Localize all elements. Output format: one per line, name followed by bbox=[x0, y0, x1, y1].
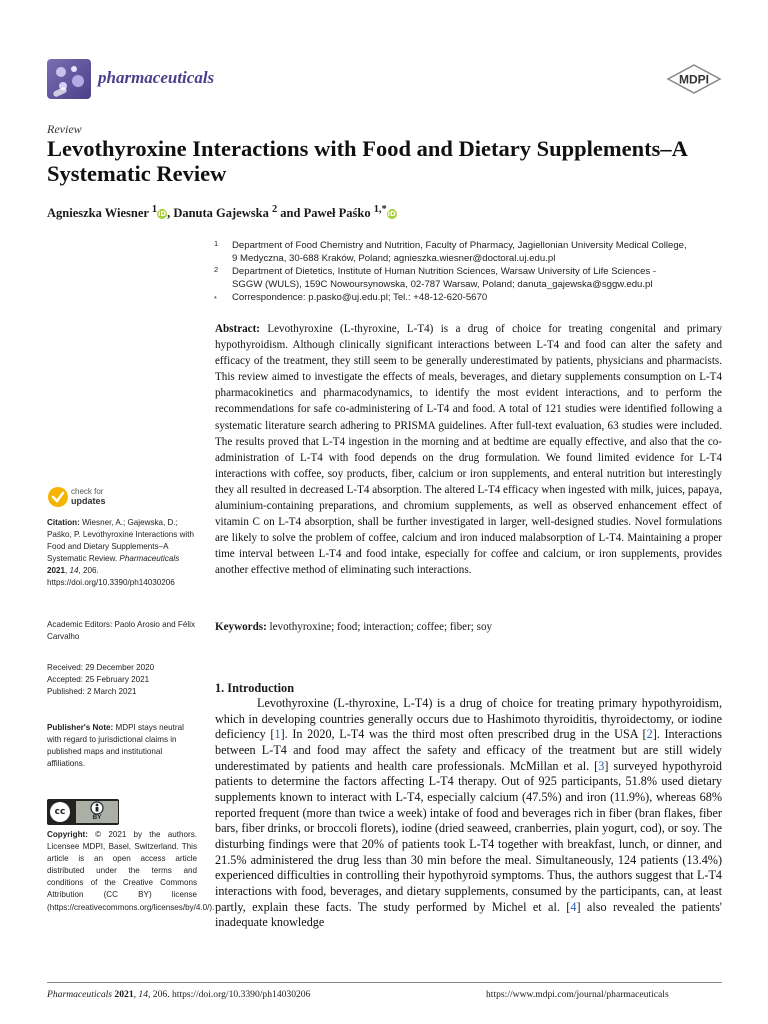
section-heading: 1. Introduction bbox=[215, 681, 295, 695]
affiliations: 1 Department of Food Chemistry and Nutrition, Faculty of Pharmacy, Jagiellonian University Medical College, 9 Medyczna, 30-688 Kraków, Poland; agnieszka.wiesner@doctoral.uj.edu.pl 2 Department of Dietetics, Institute of Human Nutrition Sciences, Warsaw University of Life Sciences - SGGW (WULS), 159C Nowoursynowska, 02-787 Warsaw, Poland; danuta_gajewska@sggw.edu.pl * Correspondence: p.pasko@uj.edu.pl; Tel.: +48-12-620-5670 bbox=[0, 240, 768, 310]
cc-icon: cc bbox=[50, 802, 70, 822]
attribution-icon bbox=[90, 801, 104, 815]
citation-link[interactable]: 2 bbox=[646, 727, 653, 742]
copyright: Copyright: © 2021 by the authors. Licensee MDPI, Basel, Switzerland. This article is an open access article distributed under the terms and conditions of the Creative Commons Attribution (CC BY) license (https://creativecommons.org/licenses/by/4.0/). bbox=[47, 830, 215, 912]
publisher-name: MDPI bbox=[679, 72, 709, 87]
article-title: Levothyroxine Interactions with Food and Dietary Supplements–A Systematic Review bbox=[47, 136, 687, 186]
orcid-icon[interactable]: iD bbox=[387, 210, 396, 219]
affiliation-1: Department of Food Chemistry and Nutrition, Faculty of Pharmacy, Jagiellonian University Medical College, 9 Medyczna, 30-688 Kraków, Poland; agnieszka.wiesner@doctoral.uj.edu.pl bbox=[232, 240, 687, 264]
footer-citation: Pharmaceuticals 2021, 14, 206. https://doi.org/10.3390/ph14030206 bbox=[47, 989, 311, 1000]
abstract-label: Abstract: bbox=[215, 323, 260, 335]
footer-journal-url[interactable]: https://www.mdpi.com/journal/pharmaceuticals bbox=[486, 989, 669, 1000]
academic-editors: Academic Editors: Paolo Arosio and Félix Carvalho bbox=[47, 620, 196, 642]
author-name: Danuta Gajewska bbox=[173, 206, 269, 221]
orcid-icon[interactable]: iD bbox=[157, 210, 167, 219]
dates: Received: 29 December 2020 Accepted: 25 February 2021 Published: 2 March 2021 bbox=[47, 663, 155, 697]
footer-divider bbox=[47, 982, 722, 983]
article-type: Review bbox=[47, 122, 82, 136]
author-name: Paweł Paśko bbox=[303, 206, 371, 221]
citation-link[interactable]: 1 bbox=[274, 727, 281, 742]
citation-link[interactable]: 4 bbox=[570, 899, 577, 914]
affiliation-2: Department of Dietetics, Institute of Human Nutrition Sciences, Warsaw University of Life Sciences - SGGW (WULS), 159C Nowoursynowska, 02-787 Warsaw, Poland; danuta_gajewska@sggw.edu.pl bbox=[232, 266, 657, 290]
check-updates-icon bbox=[47, 486, 69, 508]
citation: Citation: Wiesner, A.; Gajewska, D.; Paśko, P. Levothyroxine Interactions with Food and Dietary Supplements–A Systematic Review. Pharmaceuticals 2021, 14, 206. https://doi.org/10.3390/ph14030206 bbox=[47, 518, 194, 588]
intro-paragraph: Levothyroxine (L-thyroxine, L-T4) is a drug of choice for treating primary hypothyroidism, which in developing countries generally occurs due to Hashimoto thyroiditis, thyroidectomy, or iodine deficiency [1]. In 2020, L-T4 was the third most often prescribed drug in the USA [2]. Interactions between L-T4 and food may affect the safety and efficacy of the treatment but are still widely underestimated by patients and health care professionals. McMillan et al. [3] surveyed hypothyroid patients to determine the factors affecting L-T4 therapy. Out of 925 participants, 51.8% used dietary supplements known to interact with L-T4, especially calcium (47.5%) and iron (11.9%), whereas 68% reported frequent (more than twice a week) intake of food and beverages rich in fiber (bran flakes, fiber bars, fiber drinks, or broccoli florets), iodine (dried seaweed, cranberries, plain yogurt, cod), or soy. The disturbing findings were that 20% of patients took L-T4 together with breakfast, lunch, or dinner, and 21.5% administered the drug less than 30 min before the meal. Simultaneously, 124 patients (13.4%) experienced difficulties in controlling their hypothyroid symptoms. Thus, the authors suggest that L-T4 interactions with food, beverages, and dietary supplements, consumed by the participants, can, at least partly, explain these facts. The study performed by Michel et al. [4] also revealed the patients' inadequate knowledge bbox=[215, 696, 723, 930]
cc-by-license-badge[interactable]: cc BY bbox=[47, 799, 119, 825]
publisher-note: Publisher's Note: MDPI stays neutral with regard to jurisdictional claims in published maps and institutional affiliations. bbox=[47, 723, 184, 769]
abstract bbox=[215, 321, 722, 579]
keywords: Keywords: levothyroxine; food; interaction; coffee; fiber; soy bbox=[215, 621, 493, 633]
author-name: Agnieszka Wiesner bbox=[47, 206, 149, 221]
journal-name: pharmaceuticals bbox=[98, 68, 215, 87]
correspondence: Correspondence: p.pasko@uj.edu.pl; Tel.: +48-12-620-5670 bbox=[232, 292, 488, 303]
author-list: Agnieszka Wiesner $^1$iD, Danuta Gajewska $^2$ and Paweł Paśko $^{1,*}$iD bbox=[47, 204, 396, 221]
mdpi-logo bbox=[666, 64, 722, 98]
citation-link[interactable]: 3 bbox=[598, 758, 605, 773]
journal-logo bbox=[47, 59, 91, 99]
abstract-text: Levothyroxine (L-thyroxine, L-T4) is a drug of choice for treating congenital and primary hypothyroidism. Although clinically significant interactions between L-T4 and food can alter the safety and efficacy of the treatment, they still seem to be generally underestimated by patients, physicians and pharmacists. This review aimed to investigate the effects of meals, beverages, and dietary supplements consumption on L-T4 pharmacokinetics and pharmacodynamics, to identify the most evident interactions, and to perform the recommendations for safe co-administering of L-T4 and food. A total of 121 studies were identified following a systematic literature search adhering to PRISMA guidelines. After full-text evaluation, 63 studies were included. The results proved that L-T4 ingestion in the morning and at bedtime are equally effective, and also that the co-administration of L-T4 with food depends on the drug formulation. We found limited evidence for L-T4 interactions with coffee, soy products, fiber, calcium or iron supplements, and enteral nutrition but interestingly they all resulted in decreased L-T4 absorption. The altered L-T4 efficacy when ingested with milk, juices, papaya, aluminium-containing preparations, and chromium supplements, as well as observed enhancement effect of vitamin C on L-T4 absorption, shall be further investigated in larger, well-designed studies. Novel formulations are likely to solve the problem of coffee, calcium and iron induced malabsorption of L-T4. Maintaining a proper time interval between L-T4 and food intake, especially for coffee and calcium, or iron supplements, provides another effective method of eliminating such interactions. bbox=[215, 323, 722, 577]
